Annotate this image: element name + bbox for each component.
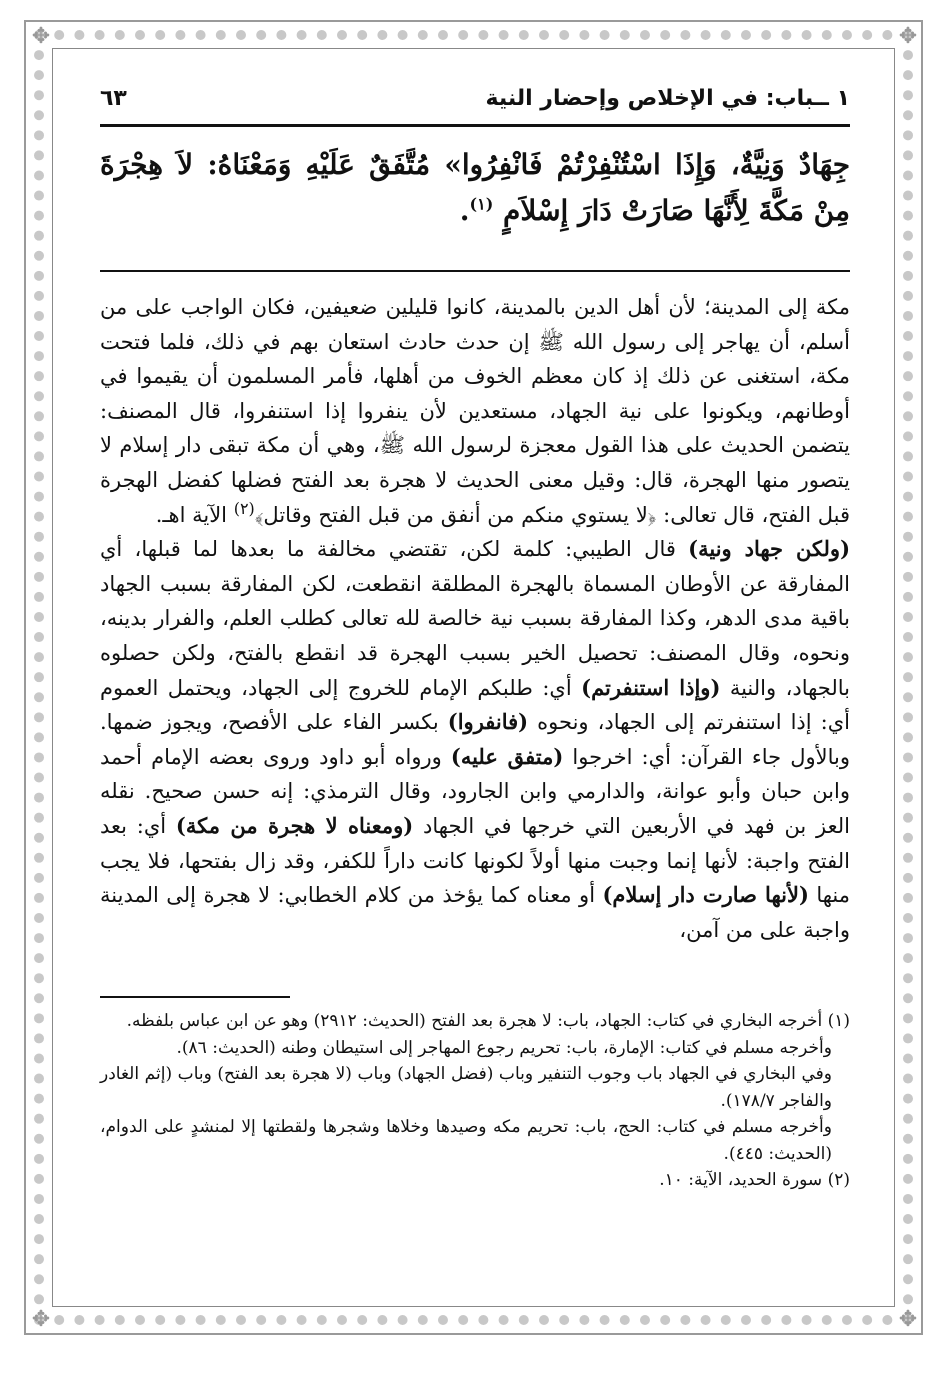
footnote-1-cont: وفي البخاري في الجهاد باب وجوب التنفير وباب (فضل الجهاد) وباب (لا هجرة بعد الفتح) وباب (إثم الغادر والفاجر ١٧٨/٧). bbox=[100, 1064, 832, 1111]
footnote-rule bbox=[100, 996, 290, 998]
corner-ornament-icon: ✥ bbox=[31, 24, 51, 49]
header-rule bbox=[100, 124, 850, 127]
corner-ornament-icon: ✥ bbox=[898, 1307, 918, 1332]
page-number: ٦٣ bbox=[100, 86, 127, 111]
footnote-1: (١) أخرجه البخاري في كتاب: الجهاد، باب: لا هجرة بعد الفتح (الحديث: ٢٩١٢) وهو عن ابن عباس بلفظه. bbox=[126, 1011, 850, 1031]
quoted-phrase: (لأنها صارت دار إسلام) bbox=[602, 882, 809, 908]
commentary-p1: مكة إلى المدينة؛ لأن أهل الدين بالمدينة، كانوا قليلين ضعيفين، فكان الواجب على من أسلم، أن يهاجر إلى رسول الله ﷺ إن حدث حادث استعان بهم في ذلك، فلما فتحت مكة، استغنى عن ذلك إذ كان معظم الخوف من أهلها، فأمر المسلمون أن يقيموا في أوطانهم، ويكونوا على نية الجهاد، مستعدين لأن ينفروا إذا استنفروا، قال المصنف: يتضمن الحديث على هذا القول معجزة لرسول الله ﷺ، وهي أن مكة تبقى دار إسلام لا يتصور منها الهجرة، قال: وقيل معنى الحديث لا هجرة بعد الفتح فضلها كفضل الهجرة قبل الفتح، قال تعالى: ﴿لا يستوي منكم من أنفق من قبل الفتح وقاتل﴾ bbox=[100, 295, 850, 527]
section-rule bbox=[100, 270, 850, 272]
footnotes bbox=[100, 1008, 850, 1194]
book-page bbox=[100, 78, 850, 1278]
footnote-2: (٢) سورة الحديد، الآية: ١٠. bbox=[659, 1170, 850, 1190]
chapter-title: ١ ــباب: في الإخلاص وإحضار النية bbox=[485, 86, 850, 111]
running-header bbox=[100, 86, 850, 122]
commentary-text-run: ورواه أبو داود وروى بعضه الإمام أحمد وابن حبان وأبو عوانة، والدارمي وابن الجارود، وقال الترمذي: إنه حسن صحيح. نقله العز بن فهد في الأربعين التي خرجها في الجهاد bbox=[100, 744, 850, 838]
footnote-1-cont: وأخرجه مسلم في كتاب: الإمارة، باب: تحريم رجوع المهاجر إلى استيطان وطنه (الحديث: ٨٦). bbox=[176, 1037, 832, 1058]
hadith-text bbox=[100, 142, 850, 234]
quoted-phrase: (متفق عليه) bbox=[450, 743, 564, 769]
quoted-phrase: (ولكن جهاد ونية) bbox=[688, 536, 850, 562]
hadith-body: جِهَادٌ وَنِيَّةٌ، وَإِذَا اسْتُنْفِرْتُمْ فَانْفِرُوا» مُتَّفَقٌ عَلَيْهِ وَمَعْنَاهُ: لاَ هِجْرَةَ مِنْ مَكَّةَ لِأَنَّهَا صَارَتْ دَارَ إِسْلاَمٍ bbox=[100, 148, 850, 227]
commentary-text-run: أي: بعد الفتح واجبة: لأنها إنما وجبت منها أولاً لكونها كانت داراً للكفر، وقد زال بفتحها، فلا يجب منها bbox=[100, 813, 850, 908]
commentary-text-run: قال الطيبي: كلمة لكن، تقتضي مخالفة ما بعدها لما قبلها، أي المفارقة عن الأوطان المسماة بالهجرة المطلقة انقطعت، لكن المفارقة بسبب الجهاد باقية مدى الدهر، وكذا المفارقة بسبب نية خالصة لله تعالى كطلب العلم، والفرار بدينه، ونحوه، وقال المصنف: تحصيل الخير بسبب الهجرة قد انقطع بالفتح، ولكن حصلوه بالجهاد، والنية bbox=[100, 537, 850, 700]
corner-ornament-icon: ✥ bbox=[898, 24, 918, 49]
commentary-text bbox=[100, 290, 850, 947]
quoted-phrase: (وإذا استنفرتم) bbox=[581, 674, 721, 700]
commentary-text-run: بكسر الفاء على الأفصح، ويجوز ضمها. وبالأول جاء القرآن: أي: اخرجوا bbox=[100, 710, 850, 769]
footnote-1-cont: وأخرجه مسلم في كتاب: الحج، باب: تحريم مكه وصيدها وخلاها وشجرها ولقطتها إلا لمنشدٍ على الدوام، (الحديث: ٤٤٥). bbox=[100, 1117, 832, 1164]
commentary-p1-end: الآية اهـ. bbox=[155, 502, 234, 527]
quoted-phrase: (ومعناه لا هجرة من مكة) bbox=[175, 812, 414, 838]
commentary-text-run: أي: طلبكم الإمام للخروج إلى الجهاد، ويحتمل العموم أي: إذا استنفرتم إلى الجهاد، ونحوه bbox=[100, 675, 850, 735]
corner-ornament-icon: ✥ bbox=[31, 1307, 51, 1332]
quoted-phrase: (فانفروا) bbox=[447, 709, 529, 735]
footnote-marker: (٢) bbox=[233, 498, 255, 518]
footnote-marker: (١) bbox=[469, 194, 494, 214]
commentary-text-run: أو معناه كما يؤخذ من كلام الخطابي: لا هجرة إلى المدينة واجبة على من آمن، bbox=[100, 883, 850, 942]
hadith-end: . bbox=[459, 194, 470, 227]
